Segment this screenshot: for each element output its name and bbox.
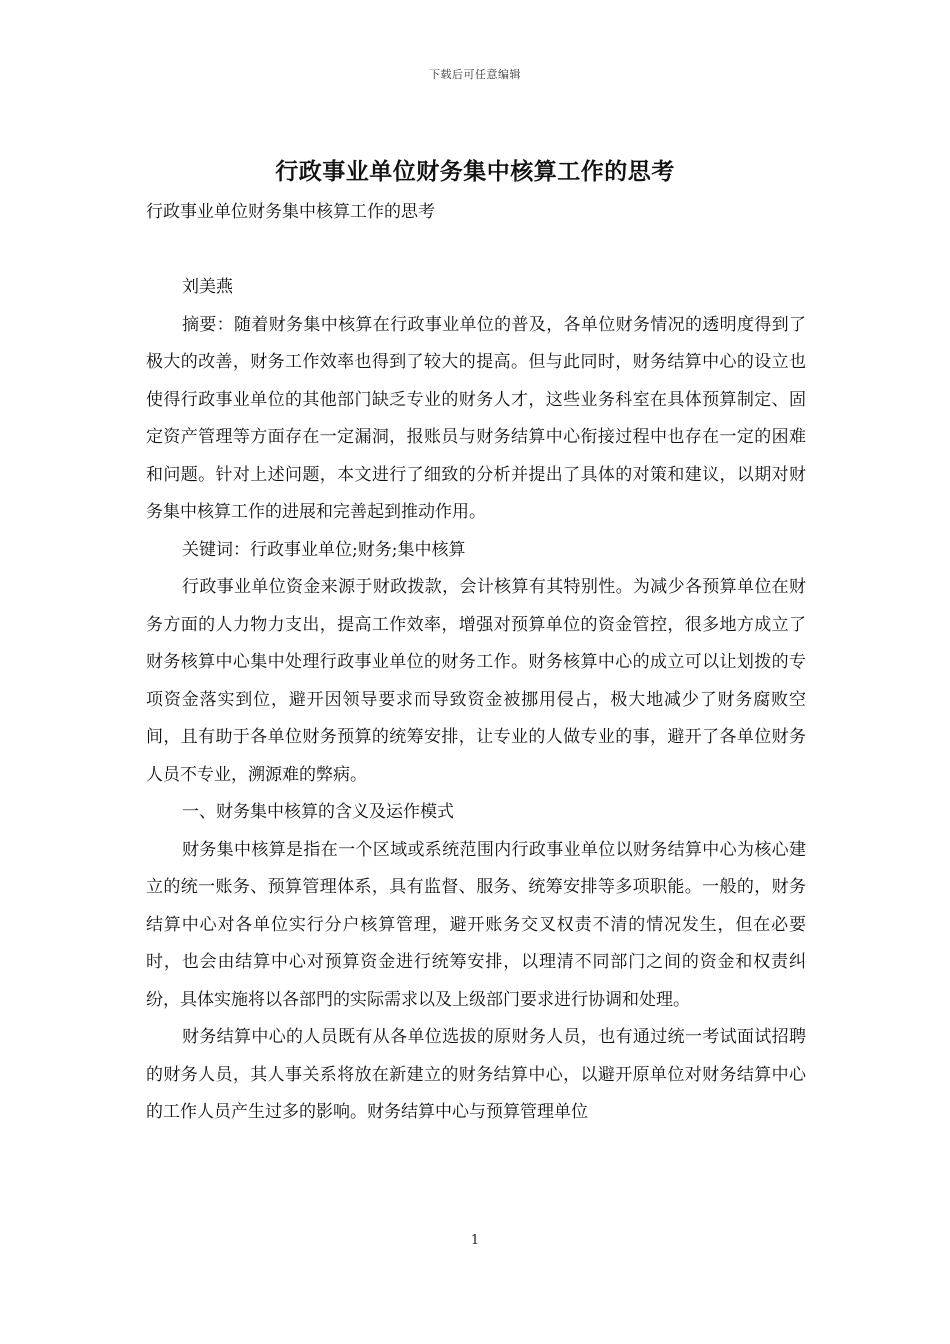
document-body xyxy=(146,194,806,1132)
header-note: 下载后可任意编辑 xyxy=(429,68,521,81)
body-paragraph-2: 财务集中核算是指在一个区域或系统范围内行政事业单位以财务结算中心为核心建立的统一账务、预算管理体系，具有监督、服务、统筹安排等多项职能。一般的，财务结算中心对各单位实行分户核算管理，避开账务交叉权责不清的情况发生，但在必要时，也会由结算中心对预算资金进行统筹安排，以理清不同部门之间的资金和权责纠纷，具体实施将以各部門的实际需求以及上级部门要求进行协调和处理。 xyxy=(146,839,806,1010)
page-number: 1 xyxy=(470,1233,480,1248)
body-paragraph-1: 行政事业单位资金来源于财政拨款，会计核算有其特别性。为减少各预算单位在财务方面的人力物力支出，提高工作效率，增强对预算单位的资金管控，很多地方成立了财务核算中心集中处理行政事业单位的财务工作。财务核算中心的成立可以让划拨的专项资金落实到位，避开因领导要求而导致资金被挪用侵占，极大地减少了财务腐败空间，且有助于各单位财务预算的统筹安排，让专业的人做专业的事，避开了各单位财务人员不专业，溯源难的弊病。 xyxy=(146,577,806,785)
author-line: 刘美燕 xyxy=(182,277,233,297)
subtitle-line: 行政事业单位财务集中核算工作的思考 xyxy=(146,202,435,222)
body-paragraph-3: 财务结算中心的人员既有从各单位选拔的原财务人员，也有通过统一考试面试招聘的财务人员，其人事关系将放在新建立的财务结算中心，以避开原单位对财务结算中心的工作人员产生过多的影响。财务结算中心与预算管理单位 xyxy=(146,1027,806,1122)
keywords-line: 关键词：行政事业单位;财务;集中核算 xyxy=(182,539,466,560)
document-title: 行政事业单位财务集中核算工作的思考 xyxy=(275,158,675,185)
section-heading-1: 一、财务集中核算的含义及运作模式 xyxy=(182,802,454,822)
abstract-paragraph: 摘要：随着财务集中核算在行政事业单位的普及，各单位财务情况的透明度得到了极大的改善，财务工作效率也得到了较大的提高。但与此同时，财务结算中心的设立也使得行政事业单位的其他部门缺乏专业的财务人才，这些业务科室在具体预算制定、固定资产管理等方面存在一定漏洞，报账员与财务结算中心衔接过程中也存在一定的困难和问题。针对上述问题，本文进行了细致的分析并提出了具体的对策和建议，以期对财务集中核算工作的进展和完善起到推动作用。 xyxy=(146,314,806,522)
blank-line xyxy=(146,232,806,270)
